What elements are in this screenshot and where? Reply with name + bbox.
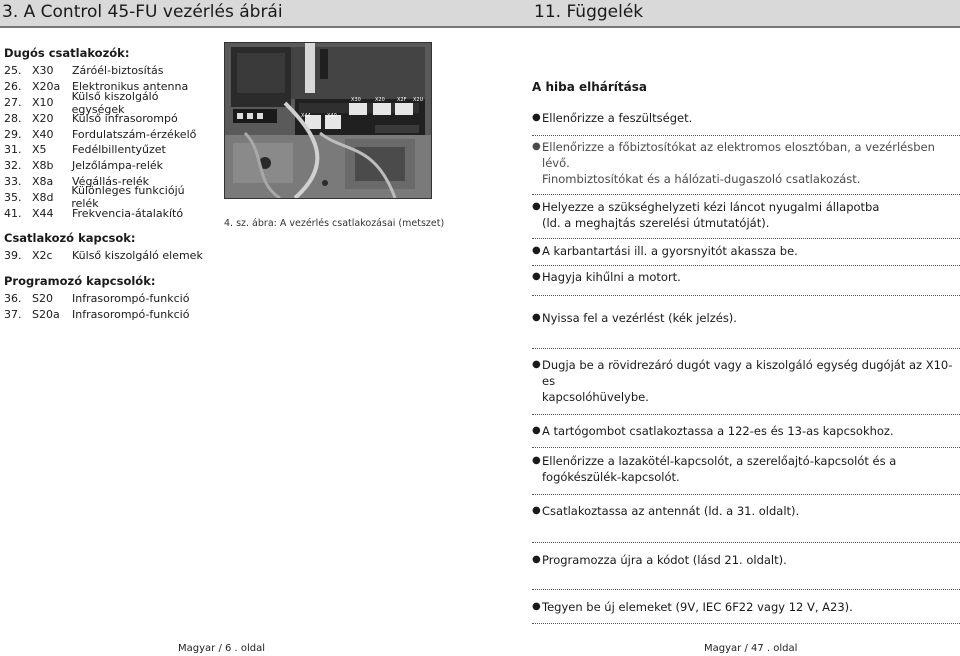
bullet-icon: ●: [532, 271, 541, 282]
section-plug-connectors: [4, 46, 214, 221]
list-item: 35. X8d Különleges funkciójú relék: [4, 184, 185, 211]
list-item: 26. X20a Elektronikus antenna: [4, 80, 189, 94]
list-item: ● Helyezze a szükséghelyzeti kézi láncot nyugalmi állapotba (ld. a meghajtás szerelési útmutatóját).: [532, 200, 880, 230]
bullet-icon: ●: [532, 245, 541, 256]
section-title: Programozó kapcsolók:: [4, 273, 156, 288]
list-item: 25. X30 Záróél-biztosítás: [4, 64, 164, 78]
label-x40: X40: [327, 113, 337, 119]
label-x2f: X2F: [397, 97, 407, 103]
list-item: 33. X8a Végállás-relék: [4, 174, 149, 188]
section-program-switches: [4, 274, 214, 323]
bullet-icon: ●: [532, 112, 541, 123]
list-item: 31. X5 Fedélbillentyűzet: [4, 143, 166, 157]
list-item: 39. X2c Külső kiszolgáló elemek: [4, 249, 203, 263]
bullet-icon: ●: [532, 201, 541, 212]
right-page-footer: Magyar / 47 . oldal: [704, 643, 798, 654]
label-x30: X30: [351, 97, 361, 103]
figure-caption: 4. sz. ábra: A vezérlés csatlakozásai (metszet): [224, 218, 445, 229]
bullet-icon: ●: [532, 312, 541, 323]
label-x44: X44: [301, 113, 311, 119]
list-item: ● Ellenőrizze a főbiztosítókat az elektromos elosztóban, a vezérlésben lévő. Finombiztosítókat és a hálózati-dugaszoló csatlakozást.: [532, 140, 935, 186]
list-item: 29. X40 Fordulatszám-érzékelő: [4, 127, 197, 141]
troubleshooting-title: A hiba elhárítása: [532, 80, 647, 94]
list-item: 28. X20 Külső infrasorompó: [4, 111, 178, 125]
list-item: 32. X8b Jelzőlámpa-relék: [4, 159, 164, 173]
bullet-icon: ●: [532, 554, 541, 565]
list-item: ● Hagyja kihűlni a motort.: [532, 270, 681, 284]
section-title: Dugós csatlakozók:: [4, 46, 130, 60]
controller-photo: [224, 42, 432, 199]
bullet-icon: ●: [532, 601, 541, 612]
label-x20: X20: [375, 97, 385, 103]
bullet-icon: ●: [532, 455, 541, 466]
right-page-header: 11. Függelék: [480, 0, 960, 28]
bullet-icon: ●: [532, 359, 541, 370]
connector-list: [4, 46, 214, 322]
bullet-icon: ●: [532, 505, 541, 516]
list-item: ● Ellenőrizze a feszültséget.: [532, 111, 693, 125]
list-item: 36. S20 Infrasorompó-funkció: [4, 292, 190, 306]
list-item: ● Csatlakoztassa az antennát (ld. a 31. oldalt).: [532, 504, 800, 518]
list-item: ● Ellenőrizze a lazakötél-kapcsolót, a szerelőajtó-kapcsolót és a fogókészülék-kapcsolót.: [532, 454, 897, 484]
list-item: ● Tegyen be új elemeket (9V, IEC 6F22 vagy 12 V, A23).: [532, 600, 853, 614]
section-title: Csatlakozó kapcsok:: [4, 230, 136, 245]
list-item: ● Dugja be a rövidrezáró dugót vagy a kiszolgáló egység dugóját az X10-es kapcsolóhüvelybe.: [532, 358, 953, 404]
bullet-icon: ●: [532, 425, 541, 436]
list-item: 41. X44 Frekvencia-átalakító: [4, 206, 184, 220]
troubleshooting-list: [532, 80, 960, 624]
section-terminals: [4, 231, 214, 264]
right-page: [480, 0, 960, 656]
list-item: ● A tartógombot csatlakoztassa a 122-es és 13-as kapcsokhoz.: [532, 424, 894, 438]
left-page-footer: Magyar / 6 . oldal: [178, 643, 266, 654]
list-item: 27. X10 Külső kiszolgáló egységek: [4, 89, 159, 116]
label-x2u: X2U: [413, 97, 424, 103]
list-item: ● A karbantartási ill. a gyorsnyitót akassza be.: [532, 244, 798, 258]
circuit-board-illustration: [225, 43, 431, 198]
bullet-icon: ●: [532, 141, 541, 152]
list-item: ● Programozza újra a kódot (lásd 21. oldalt).: [532, 553, 787, 567]
left-page-header: 3. A Control 45-FU vezérlés ábrái: [0, 0, 480, 28]
list-item: 37. S20a Infrasorompó-funkció: [4, 307, 190, 321]
list-item: ● Nyissa fel a vezérlést (kék jelzés).: [532, 311, 737, 325]
